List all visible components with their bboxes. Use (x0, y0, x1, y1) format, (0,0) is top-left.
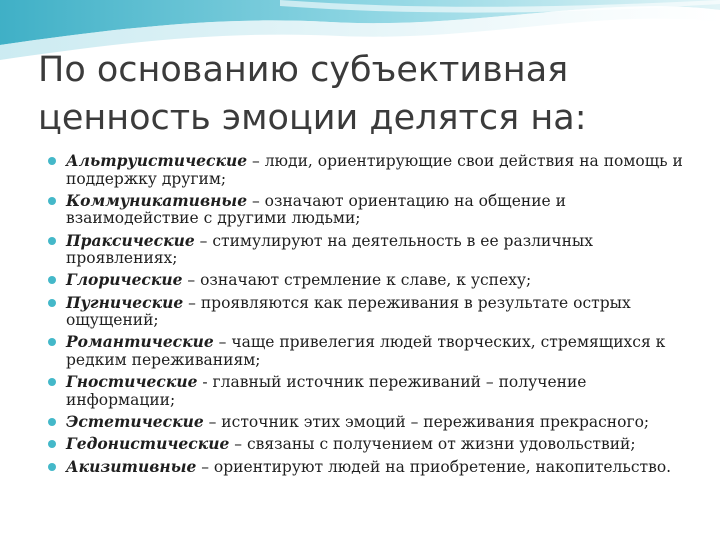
item-text: – означают стремление к славе, к успеху; (182, 271, 532, 290)
item-text: – означают ориентацию на общение и взаимодействие с другими людьми; (66, 191, 566, 228)
bullet-icon (48, 338, 56, 346)
list-item (46, 413, 696, 432)
item-text: – источник этих эмоций – переживания прекрасного; (203, 413, 650, 432)
item-term: Гедонистические (66, 434, 230, 454)
bullet-icon (48, 276, 56, 284)
item-text: – чаще привелегия людей творческих, стремящихся к редким переживаниям; (66, 333, 666, 369)
bullet-list (46, 152, 696, 480)
list-item (46, 192, 696, 228)
bullet-icon (48, 463, 56, 471)
item-term: Праксические (66, 230, 195, 250)
item-term: Романтические (66, 332, 214, 352)
item-term: Акизитивные (66, 456, 197, 476)
list-item (46, 373, 696, 409)
bullet-icon (48, 197, 56, 205)
bullet-icon (48, 299, 56, 307)
item-text: - главный источник переживаний – получение информации; (66, 373, 587, 409)
item-text: – стимулируют на деятельность в ее различных проявлениях; (66, 231, 594, 268)
list-item (46, 271, 696, 290)
item-term: Глорические (66, 270, 183, 290)
bullet-icon (48, 237, 56, 245)
list-item (46, 152, 696, 188)
list-item (46, 294, 696, 330)
bullet-icon (48, 440, 56, 448)
list-item (46, 333, 696, 369)
item-term: Коммуникативные (66, 190, 248, 210)
list-item (46, 458, 696, 477)
list-item (46, 232, 696, 268)
item-text: – люди, ориентирующие свои действия на помощь и поддержку другим; (66, 152, 683, 188)
item-text: – связаны с получением от жизни удовольствий; (229, 435, 636, 454)
item-term: Альтруистические (66, 151, 248, 170)
bullet-icon (48, 418, 56, 426)
list-item (46, 435, 696, 454)
item-term: Гностические (66, 372, 198, 392)
bullet-icon (48, 157, 56, 165)
item-term: Пугнические (66, 292, 184, 312)
item-text: – проявляются как переживания в результате острых ощущений; (66, 293, 631, 330)
slide-title: По основанию субъективная ценность эмоции делятся на: (38, 50, 587, 138)
bullet-icon (48, 378, 56, 386)
item-term: Эстетические (66, 412, 204, 432)
item-text: – ориентируют людей на приобретение, накопительство. (196, 457, 672, 476)
